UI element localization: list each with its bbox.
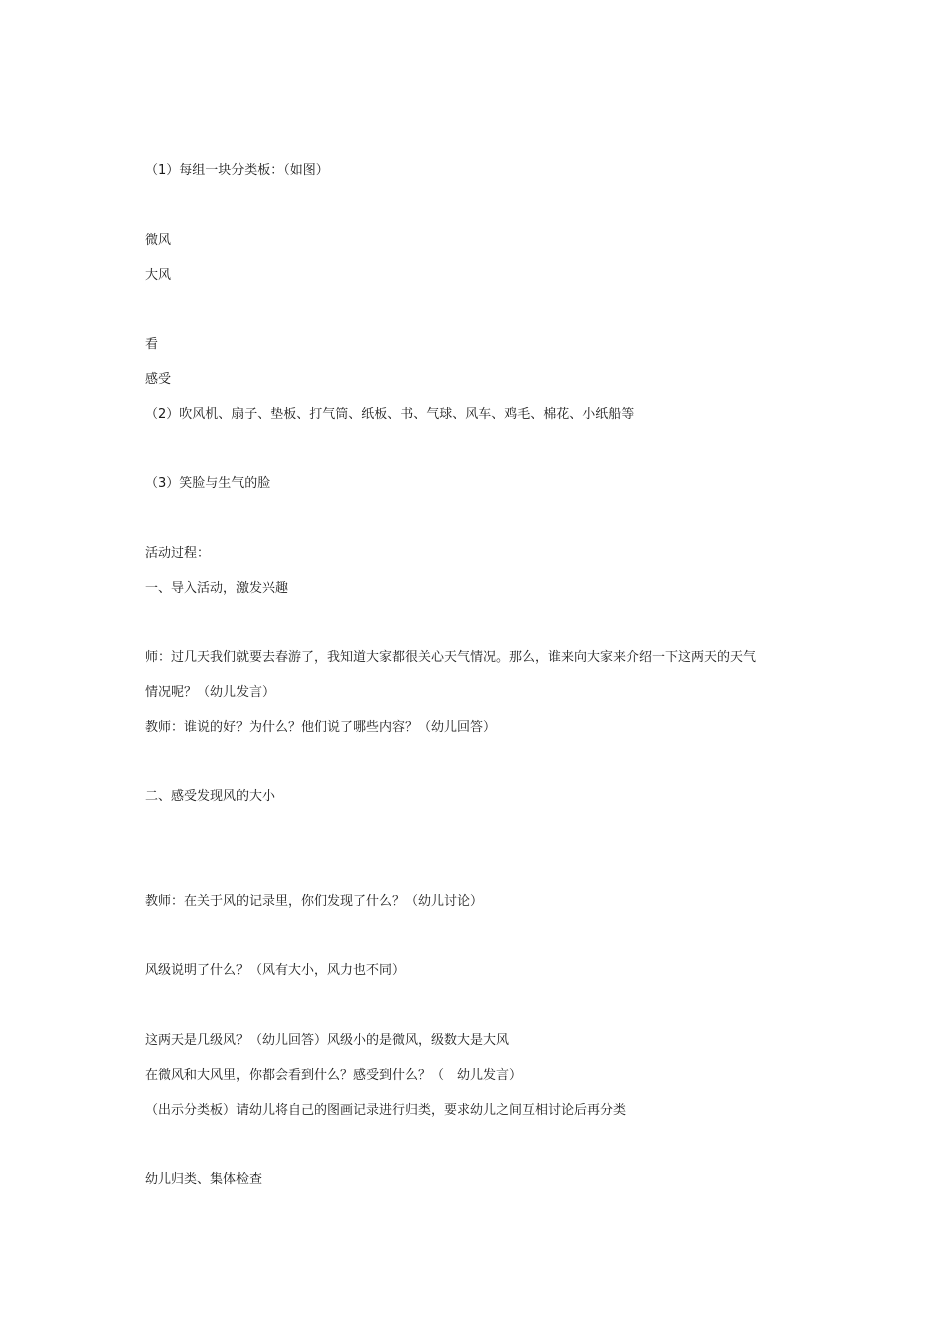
board-label-feel: 感受 xyxy=(145,372,172,387)
paragraph-line: 这两天是几级风？（幼儿回答）风级小的是微风，级数大是大风 xyxy=(145,1033,510,1048)
board-label-strong-wind: 大风 xyxy=(145,268,172,283)
paragraph-line: 在微风和大风里，你都会看到什么？感受到什么？（ 幼儿发言） xyxy=(145,1068,523,1083)
paragraph-line: 教师：在关于风的记录里，你们发现了什么？（幼儿讨论） xyxy=(145,894,484,909)
paragraph-line: 幼儿归类、集体检查 xyxy=(145,1172,263,1187)
materials-item-3: （3）笑脸与生气的脸 xyxy=(145,476,271,491)
paragraph-line: 风级说明了什么？（风有大小，风力也不同） xyxy=(145,963,406,978)
materials-item-1: （1）每组一块分类板：（如图） xyxy=(145,163,329,178)
step-heading-2: 二、感受发现风的大小 xyxy=(145,789,276,804)
step-heading-1: 一、导入活动，激发兴趣 xyxy=(145,581,289,596)
board-label-see: 看 xyxy=(145,337,159,352)
materials-item-2: （2）吹风机、扇子、垫板、打气筒、纸板、书、气球、风车、鸡毛、棉花、小纸船等 xyxy=(145,407,635,422)
paragraph-line: 师：过几天我们就要去春游了，我知道大家都很关心天气情况。那么，谁来向大家来介绍一下这两天的天气 xyxy=(145,650,757,665)
paragraph-line: 情况呢？（幼儿发言） xyxy=(145,685,276,700)
board-label-breeze: 微风 xyxy=(145,233,172,248)
section-heading-process: 活动过程： xyxy=(145,546,211,561)
paragraph-line: 教师：谁说的好？为什么？他们说了哪些内容？（幼儿回答） xyxy=(145,720,497,735)
paragraph-line: （出示分类板）请幼儿将自己的图画记录进行归类，要求幼儿之间互相讨论后再分类 xyxy=(145,1103,627,1118)
